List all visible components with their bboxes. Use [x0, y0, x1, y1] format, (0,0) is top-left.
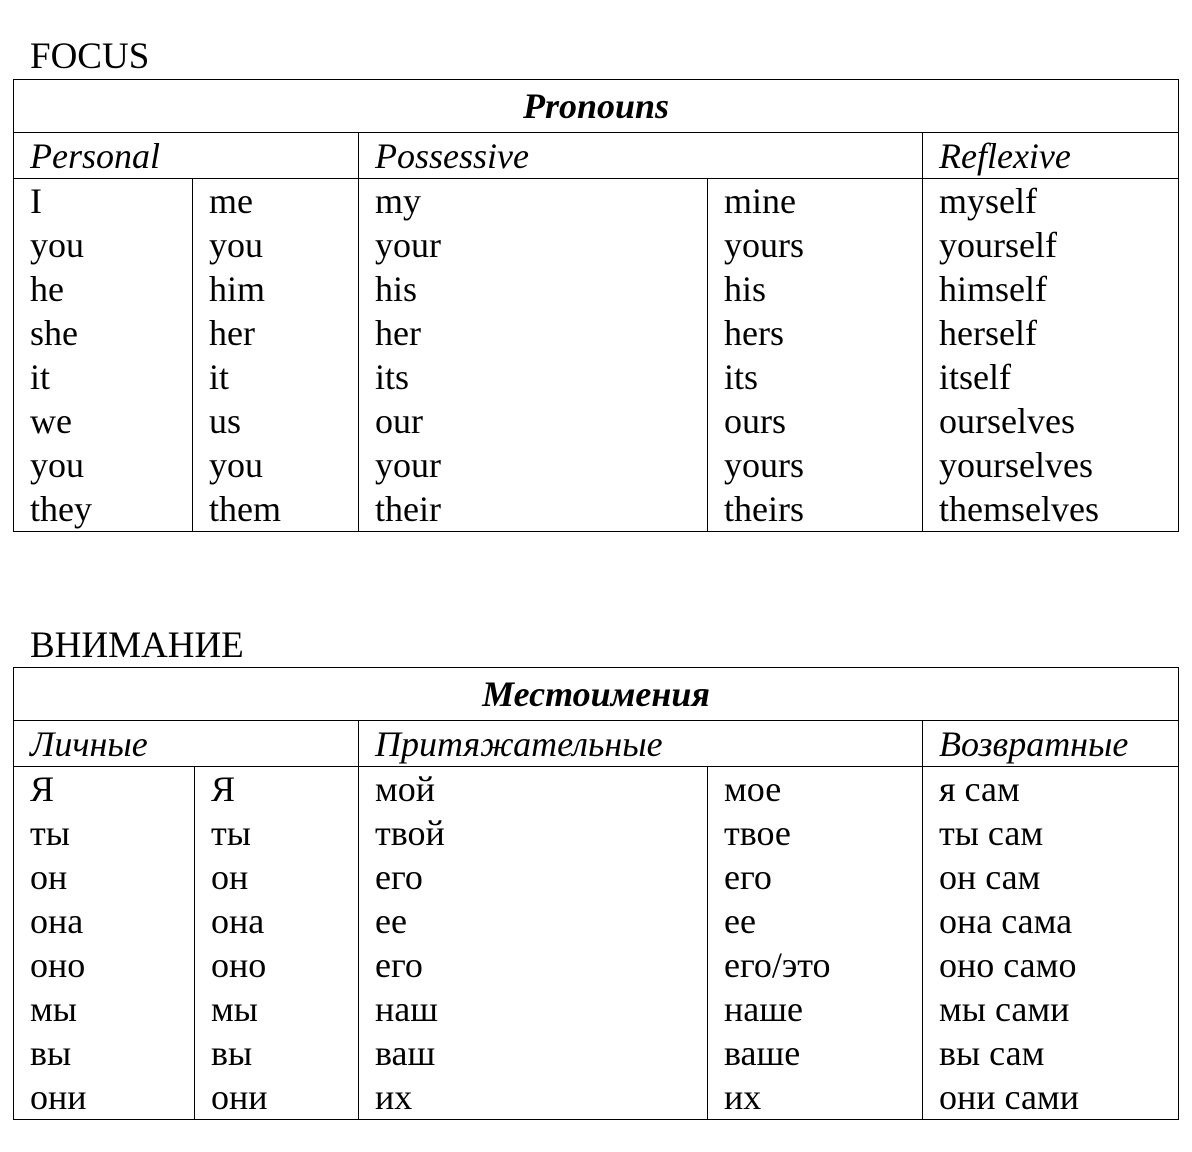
- table-row: [14, 943, 1179, 987]
- personal-object-cell: оно: [195, 943, 359, 987]
- personal-subject-cell: она: [14, 899, 195, 943]
- possessive-adjective-cell: их: [359, 1075, 708, 1120]
- reflexive-cell: herself: [923, 311, 1179, 355]
- personal-object-cell: you: [193, 223, 359, 267]
- personal-subject-cell: мы: [14, 987, 195, 1031]
- possessive-pronoun-cell: ваше: [708, 1031, 923, 1075]
- personal-subject-cell: Я: [14, 767, 195, 812]
- personal-object-cell: them: [193, 487, 359, 532]
- possessive-adjective-cell: ее: [359, 899, 708, 943]
- reflexive-cell: myself: [923, 179, 1179, 224]
- personal-subject-cell: вы: [14, 1031, 195, 1075]
- personal-object-cell: мы: [195, 987, 359, 1031]
- pronouns-table-russian: [13, 667, 1179, 1120]
- possessive-adjective-cell: your: [359, 443, 708, 487]
- possessive-pronoun-cell: yours: [708, 443, 923, 487]
- possessive-pronoun-cell: his: [708, 267, 923, 311]
- possessive-adjective-cell: its: [359, 355, 708, 399]
- reflexive-cell: themselves: [923, 487, 1179, 532]
- table-row: [14, 1031, 1179, 1075]
- possessive-pronoun-cell: его/это: [708, 943, 923, 987]
- personal-object-cell: вы: [195, 1031, 359, 1075]
- personal-object-cell: они: [195, 1075, 359, 1120]
- personal-subject-cell: он: [14, 855, 195, 899]
- section-label-vnimanie: ВНИМАНИЕ: [30, 625, 244, 666]
- category-reflexive: Reflexive: [923, 133, 1179, 179]
- possessive-adjective-cell: ваш: [359, 1031, 708, 1075]
- reflexive-cell: itself: [923, 355, 1179, 399]
- possessive-adjective-cell: его: [359, 943, 708, 987]
- pronouns-table-english: [13, 79, 1179, 532]
- possessive-pronoun-cell: hers: [708, 311, 923, 355]
- category-reflexive: Возвратные: [923, 721, 1179, 767]
- category-personal: Personal: [14, 133, 359, 179]
- category-personal: Личные: [14, 721, 359, 767]
- personal-object-cell: me: [193, 179, 359, 224]
- table-row: [14, 811, 1179, 855]
- personal-object-cell: он: [195, 855, 359, 899]
- possessive-adjective-cell: your: [359, 223, 708, 267]
- table-row: [14, 223, 1179, 267]
- personal-subject-cell: it: [14, 355, 193, 399]
- personal-subject-cell: they: [14, 487, 193, 532]
- reflexive-cell: я сам: [923, 767, 1179, 812]
- possessive-adjective-cell: their: [359, 487, 708, 532]
- reflexive-cell: вы сам: [923, 1031, 1179, 1075]
- possessive-adjective-cell: его: [359, 855, 708, 899]
- table-row: [14, 443, 1179, 487]
- possessive-pronoun-cell: мое: [708, 767, 923, 812]
- personal-subject-cell: we: [14, 399, 193, 443]
- reflexive-cell: она сама: [923, 899, 1179, 943]
- table-row: [14, 311, 1179, 355]
- reflexive-cell: himself: [923, 267, 1179, 311]
- reflexive-cell: мы сами: [923, 987, 1179, 1031]
- personal-subject-cell: she: [14, 311, 193, 355]
- personal-object-cell: her: [193, 311, 359, 355]
- personal-object-cell: it: [193, 355, 359, 399]
- personal-subject-cell: you: [14, 443, 193, 487]
- possessive-pronoun-cell: its: [708, 355, 923, 399]
- personal-object-cell: us: [193, 399, 359, 443]
- personal-object-cell: ты: [195, 811, 359, 855]
- personal-subject-cell: you: [14, 223, 193, 267]
- table-row: [14, 767, 1179, 812]
- possessive-adjective-cell: his: [359, 267, 708, 311]
- possessive-pronoun-cell: наше: [708, 987, 923, 1031]
- personal-subject-cell: оно: [14, 943, 195, 987]
- table-row: [14, 487, 1179, 532]
- possessive-pronoun-cell: theirs: [708, 487, 923, 532]
- table-row: [14, 1075, 1179, 1120]
- table-row: [14, 899, 1179, 943]
- possessive-adjective-cell: my: [359, 179, 708, 224]
- table-row: [14, 179, 1179, 224]
- possessive-pronoun-cell: yours: [708, 223, 923, 267]
- table-row: [14, 355, 1179, 399]
- possessive-pronoun-cell: ее: [708, 899, 923, 943]
- reflexive-cell: yourselves: [923, 443, 1179, 487]
- reflexive-cell: ourselves: [923, 399, 1179, 443]
- reflexive-cell: он сам: [923, 855, 1179, 899]
- possessive-adjective-cell: her: [359, 311, 708, 355]
- table-row: [14, 399, 1179, 443]
- personal-object-cell: him: [193, 267, 359, 311]
- possessive-adjective-cell: наш: [359, 987, 708, 1031]
- reflexive-cell: оно само: [923, 943, 1179, 987]
- possessive-pronoun-cell: mine: [708, 179, 923, 224]
- table-row: [14, 267, 1179, 311]
- table-row: [14, 987, 1179, 1031]
- possessive-pronoun-cell: его: [708, 855, 923, 899]
- possessive-adjective-cell: твой: [359, 811, 708, 855]
- possessive-pronoun-cell: ours: [708, 399, 923, 443]
- section-label-focus: FOCUS: [30, 36, 150, 77]
- personal-subject-cell: he: [14, 267, 193, 311]
- possessive-adjective-cell: мой: [359, 767, 708, 812]
- possessive-adjective-cell: our: [359, 399, 708, 443]
- table-title: Pronouns: [14, 80, 1179, 133]
- personal-object-cell: она: [195, 899, 359, 943]
- category-possessive: Притяжательные: [359, 721, 923, 767]
- reflexive-cell: ты сам: [923, 811, 1179, 855]
- personal-subject-cell: I: [14, 179, 193, 224]
- reflexive-cell: они сами: [923, 1075, 1179, 1120]
- personal-subject-cell: ты: [14, 811, 195, 855]
- possessive-pronoun-cell: их: [708, 1075, 923, 1120]
- personal-subject-cell: они: [14, 1075, 195, 1120]
- possessive-pronoun-cell: твое: [708, 811, 923, 855]
- personal-object-cell: you: [193, 443, 359, 487]
- table-row: [14, 855, 1179, 899]
- personal-object-cell: Я: [195, 767, 359, 812]
- category-possessive: Possessive: [359, 133, 923, 179]
- table-title: Местоимения: [14, 668, 1179, 721]
- reflexive-cell: yourself: [923, 223, 1179, 267]
